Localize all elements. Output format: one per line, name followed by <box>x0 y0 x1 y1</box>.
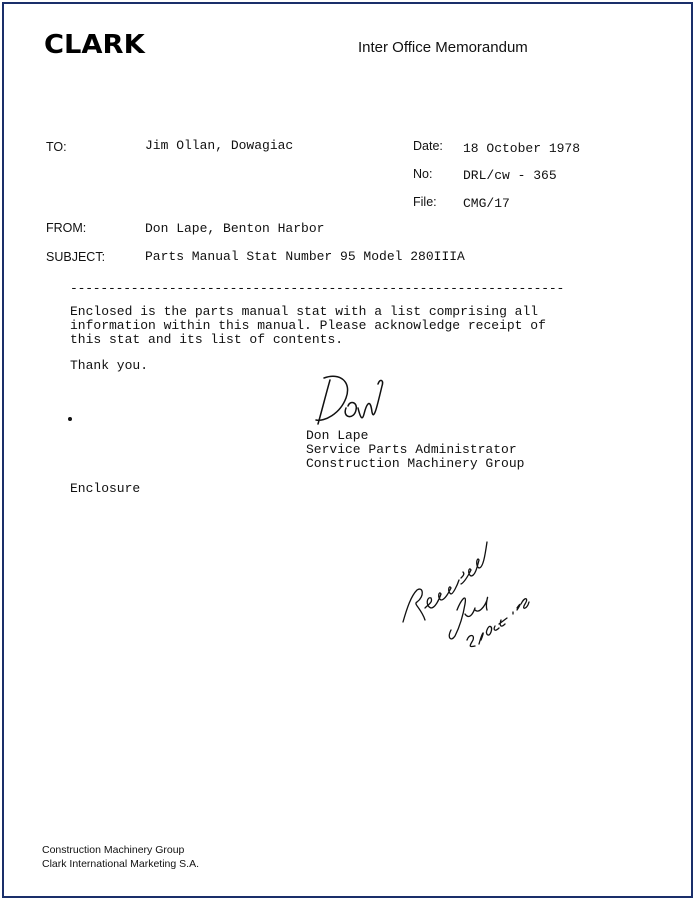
enclosure-note: Enclosure <box>70 481 141 496</box>
from-value: Don Lape, Benton Harbor <box>145 221 325 236</box>
handwritten-signature <box>312 372 402 432</box>
no-label: No: <box>413 167 433 181</box>
clark-logo: CLARK <box>44 30 145 60</box>
dashed-divider: ----------------------------------------------------------------- <box>70 281 565 296</box>
body-line-1: Enclosed is the parts manual stat with a list comprising all <box>70 304 539 319</box>
file-value: CMG/17 <box>463 196 510 211</box>
signer-group: Construction Machinery Group <box>306 456 525 471</box>
date-label: Date: <box>413 139 443 153</box>
subject-label: SUBJECT: <box>46 250 106 264</box>
footer-line-1: Construction Machinery Group <box>42 844 185 856</box>
date-value: 18 October 1978 <box>463 141 581 156</box>
subject-value: Parts Manual Stat Number 95 Model 280IIIA <box>145 249 465 264</box>
received-annotation <box>395 530 555 660</box>
closing-text: Thank you. <box>70 358 149 373</box>
to-label: TO: <box>46 140 67 154</box>
memo-title: Inter Office Memorandum <box>358 39 528 56</box>
no-value: DRL/cw - 365 <box>463 168 557 183</box>
from-label: FROM: <box>46 221 87 235</box>
body-line-3: this stat and its list of contents. <box>70 332 344 347</box>
signer-name: Don Lape <box>306 428 369 443</box>
to-value: Jim Ollan, Dowagiac <box>145 138 294 153</box>
body-line-2: information within this manual. Please acknowledge receipt of <box>70 318 546 333</box>
footer-line-2: Clark International Marketing S.A. <box>42 858 199 870</box>
signer-title: Service Parts Administrator <box>306 442 517 457</box>
ink-speck <box>68 417 72 421</box>
file-label: File: <box>413 195 437 209</box>
